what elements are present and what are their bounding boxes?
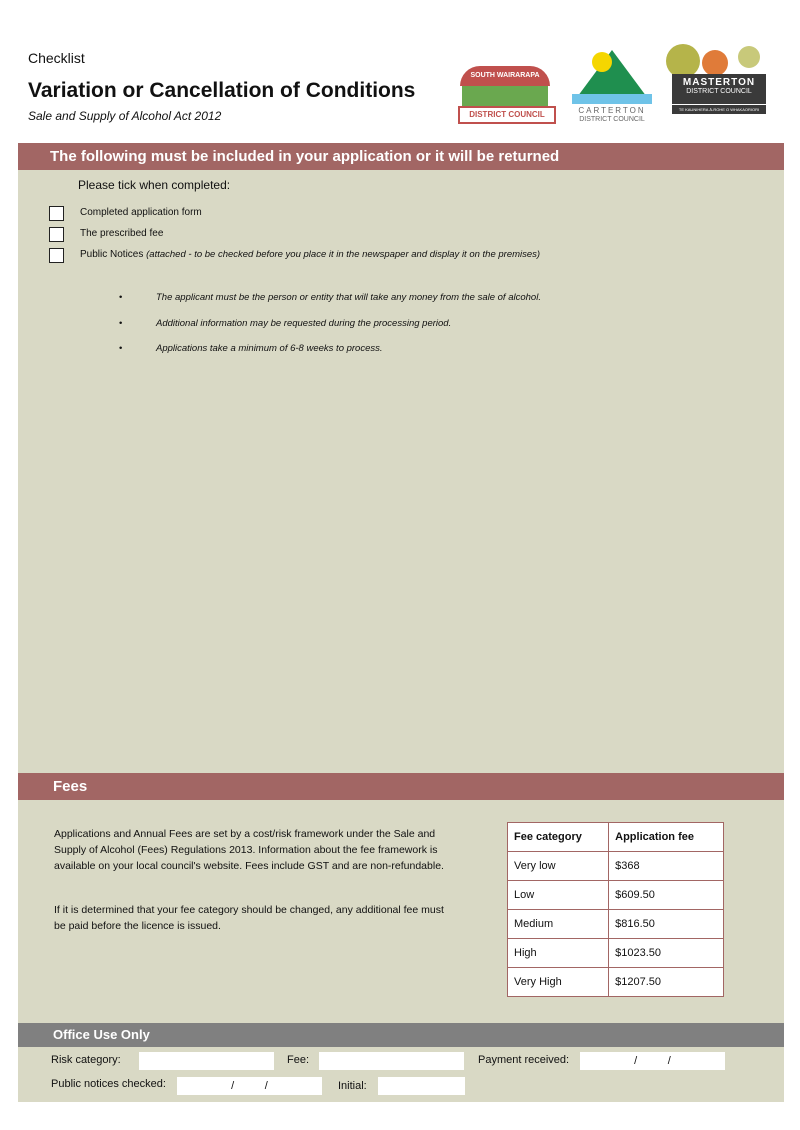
table-row [508, 852, 724, 881]
checkbox-prescribed-fee[interactable] [49, 227, 64, 242]
fees-paragraph: If it is determined that your fee category should be changed, any additional fee must be paid before the licence is issued. [54, 904, 444, 932]
tick-instruction: Please tick when completed: [78, 178, 231, 192]
page-title: Variation or Cancellation of Conditions [28, 79, 416, 102]
public-notices-checked-label: Public notices checked: [51, 1078, 166, 1090]
bullet-note: • The applicant must be the person or entity that will take any money from the sale of alcohol. [156, 292, 541, 303]
fee-label: Fee: [287, 1054, 310, 1066]
table-cell: $816.50 [609, 910, 724, 939]
table-cell: Medium [508, 910, 609, 939]
fee-field[interactable] [319, 1052, 464, 1070]
table-cell: $368 [609, 852, 724, 881]
checkbox-application-form[interactable] [49, 206, 64, 221]
table-cell: High [508, 939, 609, 968]
masterton-logo: MASTERTON DISTRICT COUNCIL TE KAUNIHERA Ā-ROHE O WHAKAORIORI [662, 44, 772, 116]
risk-category-label: Risk category: [51, 1054, 121, 1066]
risk-category-field[interactable] [139, 1052, 274, 1070]
table-cell: $1023.50 [609, 939, 724, 968]
checklist-heading: The following must be included in your application or it will be returned [18, 143, 784, 170]
table-cell: Very High [508, 968, 609, 997]
bullet-note: • Applications take a minimum of 6-8 weeks to process. [156, 343, 383, 354]
fee-table [507, 822, 724, 997]
bullet-note: • Additional information may be requested during the processing period. [156, 318, 451, 329]
initial-field[interactable] [378, 1077, 465, 1095]
south-wairarapa-logo: SOUTH WAIRARAPA DISTRICT COUNCIL [456, 62, 556, 124]
public-notices-checked-field[interactable]: / / [177, 1077, 322, 1095]
checklist-item: Completed application form [80, 207, 202, 218]
office-use-heading: Office Use Only [18, 1023, 784, 1047]
table-cell: Low [508, 881, 609, 910]
initial-label: Initial: [338, 1080, 367, 1092]
kicker: Checklist [28, 50, 85, 66]
checklist-item-note: (attached - to be checked before you place it in the newspaper and display it on the premises) [146, 249, 541, 260]
checklist-section [18, 170, 784, 773]
fees-paragraph: Applications and Annual Fees are set by a cost/risk framework under the Sale and Supply of Alcohol (Fees) Regulations 2013. Information about the fee framework is available on your local council's website. Fees include GST and are non-refundable. [54, 828, 444, 872]
table-row [508, 968, 724, 997]
payment-received-field[interactable]: / / [580, 1052, 725, 1070]
fees-heading: Fees [18, 773, 784, 800]
table-row [508, 939, 724, 968]
table-row [508, 881, 724, 910]
checkbox-public-notices[interactable] [49, 248, 64, 263]
checklist-item [80, 249, 540, 260]
payment-received-label: Payment received: [478, 1054, 570, 1066]
checklist-item-label: Public Notices [80, 249, 144, 260]
table-cell: $1207.50 [609, 968, 724, 997]
table-cell: $609.50 [609, 881, 724, 910]
subtitle: Sale and Supply of Alcohol Act 2012 [28, 109, 222, 123]
table-row [508, 910, 724, 939]
table-cell: Very low [508, 852, 609, 881]
table-header-row [508, 823, 724, 852]
table-header: Application fee [609, 823, 724, 852]
carterton-logo: CARTERTON DISTRICT COUNCIL [568, 42, 656, 128]
table-header: Fee category [508, 823, 609, 852]
checklist-item: The prescribed fee [80, 228, 164, 239]
